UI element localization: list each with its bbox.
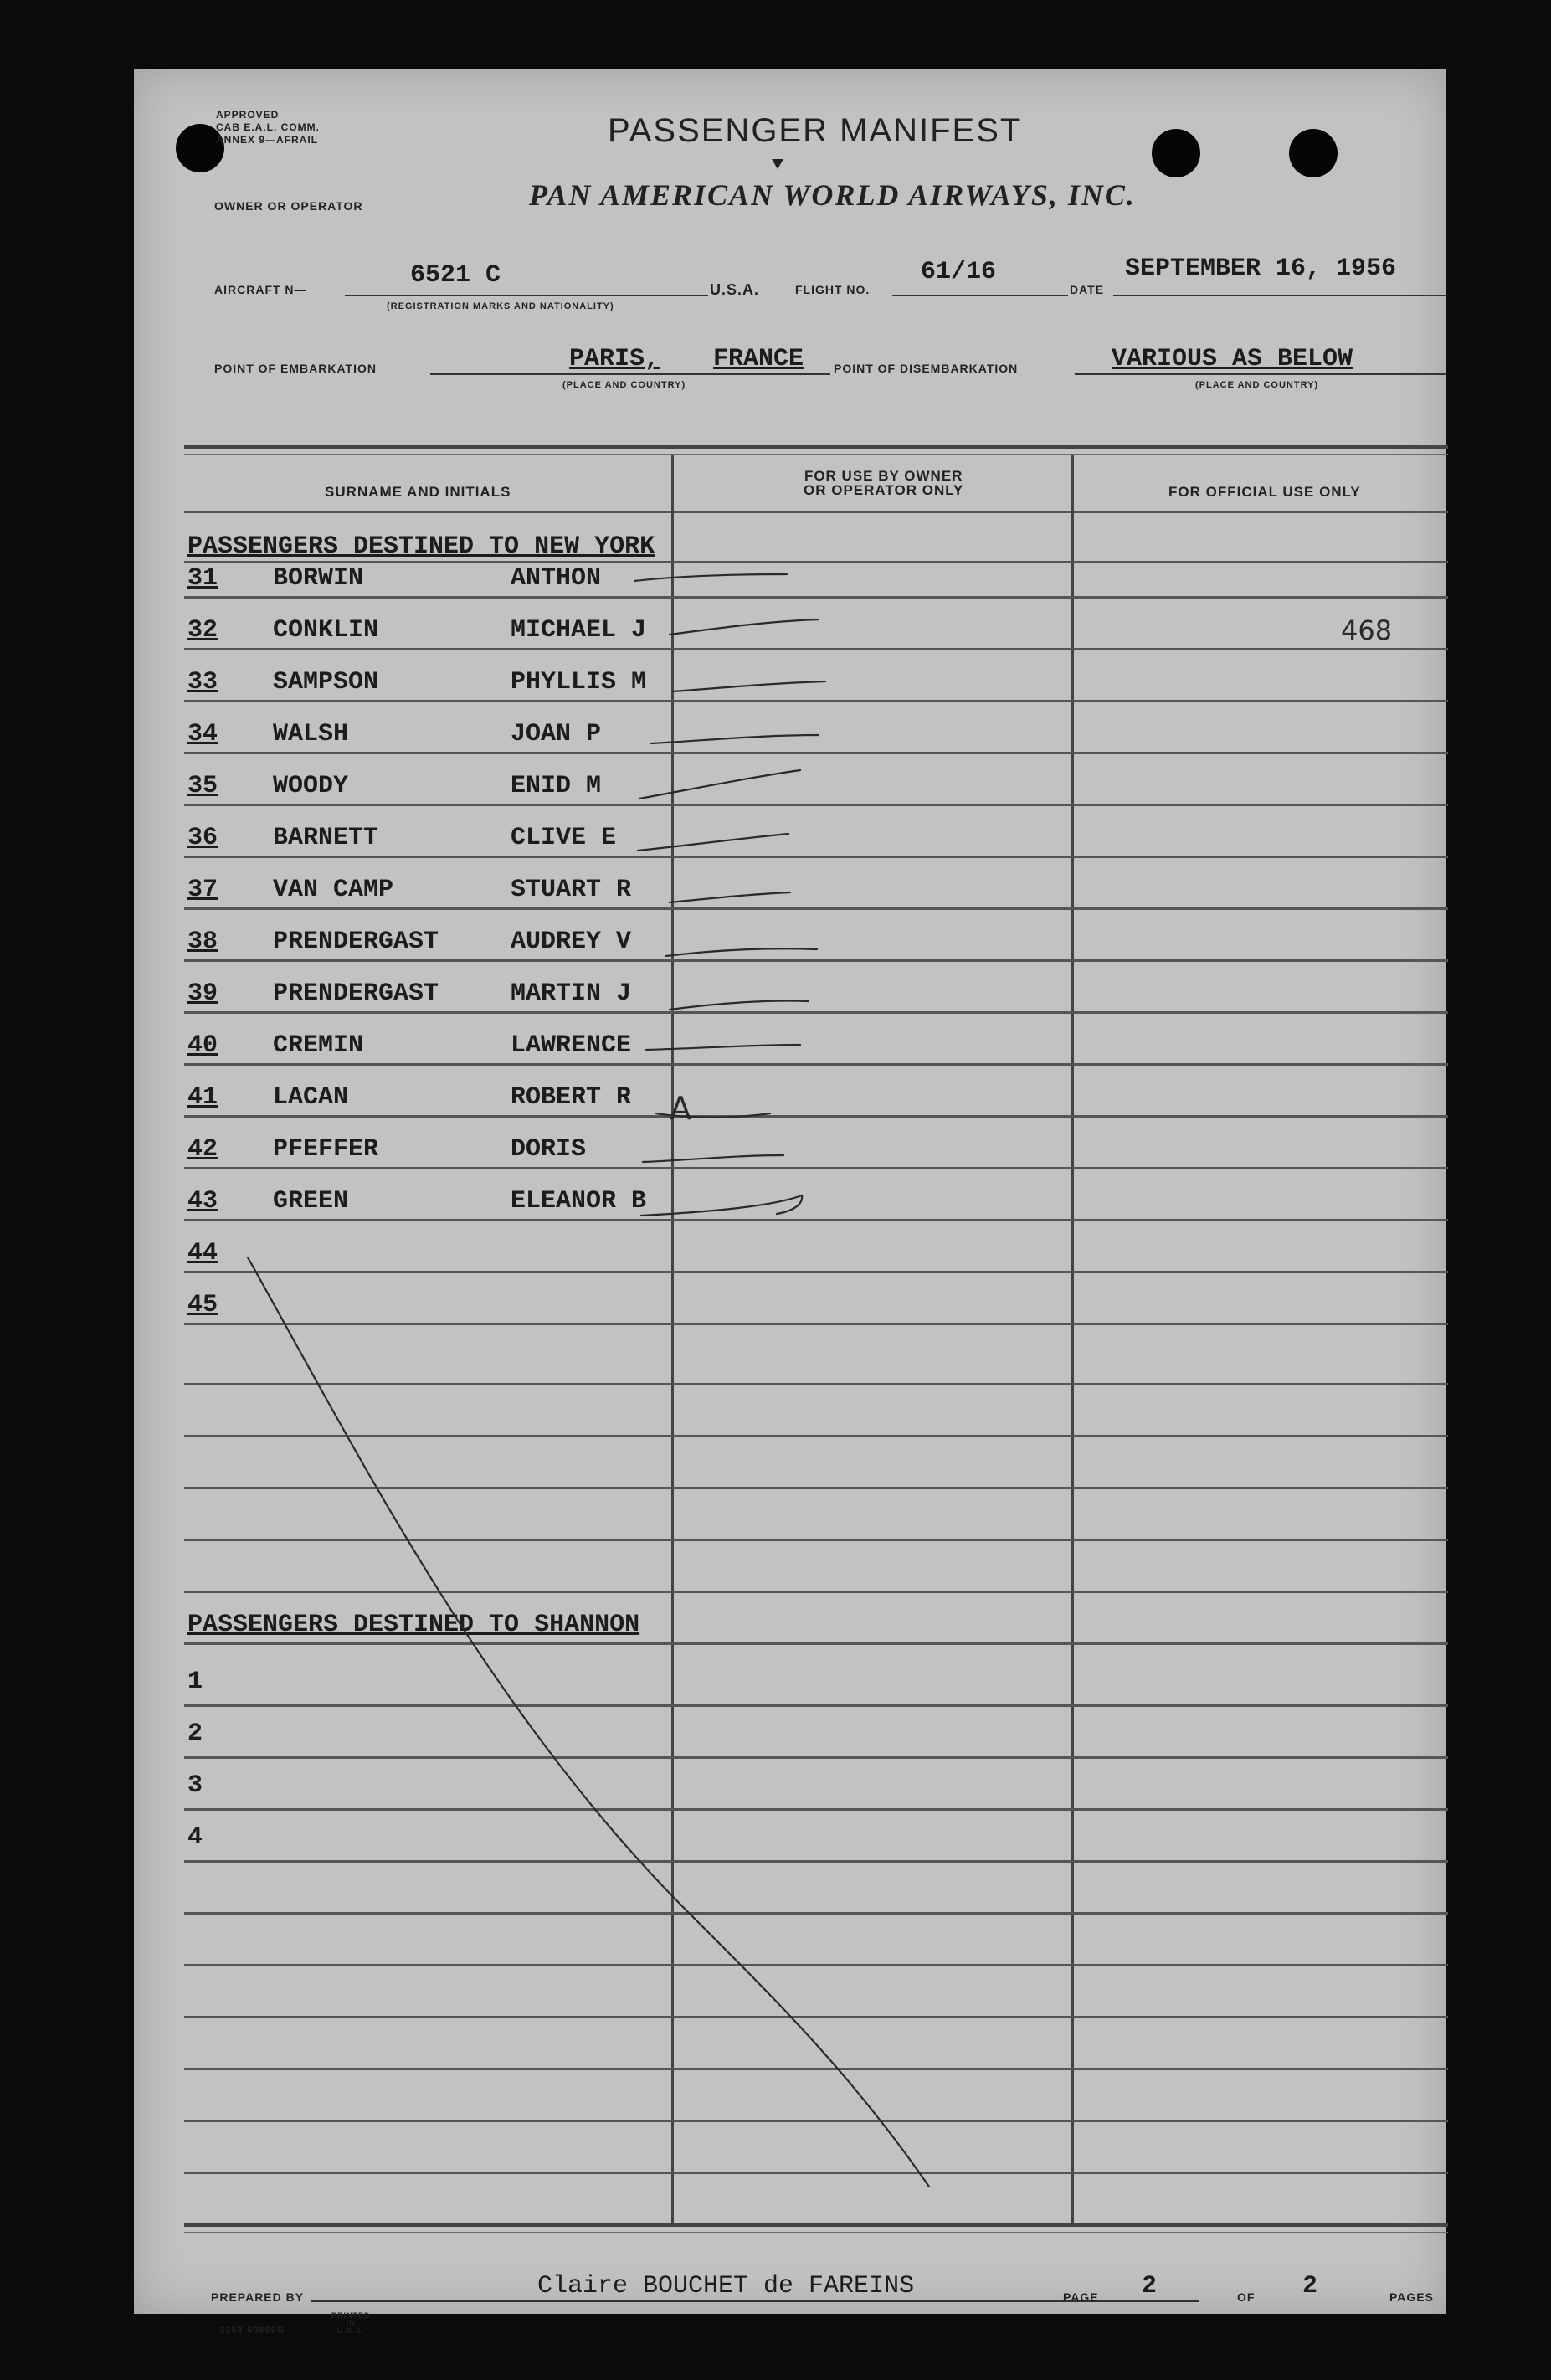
usa-label: U.S.A. (710, 281, 760, 298)
column-header-surname: SURNAME AND INITIALS (325, 484, 511, 500)
row-number: 32 (187, 616, 218, 645)
date-label: DATE (1070, 283, 1105, 296)
row-number: 35 (187, 772, 218, 800)
row-given-name: ANTHON (511, 564, 602, 593)
embark-label: POINT OF EMBARKATION (214, 362, 377, 375)
row-surname: GREEN (273, 1187, 349, 1216)
row-surname: VAN CAMP (273, 876, 394, 904)
row-surname: WALSH (273, 720, 349, 748)
aircraft-value: 6521 C (410, 261, 501, 290)
registration-caption: (REGISTRATION MARKS AND NATIONALITY) (387, 301, 614, 311)
approved-stamp: APPROVED CAB E.A.L. COMM. ANNEX 9—AFRAIL (216, 109, 320, 146)
column-header-official-use: FOR OFFICIAL USE ONLY (1168, 484, 1361, 500)
pen-marks (134, 69, 1446, 2314)
tick-mark (643, 1155, 783, 1162)
tick-mark (666, 948, 817, 956)
column-header-owner-use: FOR USE BY OWNER OR OPERATOR ONLY (804, 468, 964, 498)
prepared-label: PREPARED BY (211, 2290, 305, 2304)
owner-label: OWNER OR OPERATOR (214, 199, 363, 213)
row-number: 33 (187, 668, 218, 697)
pages-label: PAGES (1389, 2290, 1434, 2304)
row-number: 41 (187, 1083, 218, 1112)
embark-caption: (PLACE AND COUNTRY) (562, 380, 686, 390)
row-number: 38 (187, 928, 218, 956)
page-title: PASSENGER MANIFEST (608, 112, 1023, 149)
row-given-name: DORIS (511, 1135, 587, 1164)
row-given-name: PHYLLIS M (511, 668, 647, 697)
row-given-name: ELEANOR B (511, 1187, 647, 1216)
row-surname: BORWIN (273, 564, 364, 593)
row-number: 34 (187, 720, 218, 748)
tick-mark (634, 574, 787, 581)
prepared-value: Claire BOUCHET de FAREINS (537, 2272, 915, 2300)
official-note: 468 (1341, 614, 1393, 646)
flight-label: FLIGHT NO. (795, 283, 871, 296)
tick-mark (670, 892, 790, 902)
row-given-name: STUART R (511, 876, 632, 904)
row-number: 39 (187, 979, 218, 1008)
shannon-row-number: 2 (187, 1719, 203, 1748)
row-surname: LACAN (273, 1083, 349, 1112)
embark-country: FRANCE (713, 345, 804, 373)
manifest-sheet (134, 69, 1446, 2336)
shannon-row-number: 1 (187, 1668, 203, 1696)
row-given-name: MARTIN J (511, 979, 632, 1008)
row-number: 42 (187, 1135, 218, 1164)
row-given-name: ENID M (511, 772, 602, 800)
tick-mark (638, 834, 788, 851)
section-heading-shannon: PASSENGERS DESTINED TO SHANNON (187, 1611, 640, 1639)
section-heading-new-york: PASSENGERS DESTINED TO NEW YORK (187, 532, 655, 561)
tick-mark (651, 735, 819, 743)
row-number: 36 (187, 824, 218, 852)
shannon-row-number: 4 (187, 1823, 203, 1852)
row-number: 40 (187, 1031, 218, 1060)
embark-city: PARIS, (569, 345, 660, 373)
page-label: PAGE (1063, 2290, 1099, 2304)
disembark-caption: (PLACE AND COUNTRY) (1195, 380, 1319, 390)
page-value: 2 (1142, 2272, 1158, 2300)
row-surname: BARNETT (273, 824, 379, 852)
row-given-name: JOAN P (511, 720, 602, 748)
row-given-name: LAWRENCE (511, 1031, 632, 1060)
tick-mark (641, 1195, 802, 1216)
row-given-name: MICHAEL J (511, 616, 647, 645)
row-surname: WOODY (273, 772, 349, 800)
tick-mark (673, 681, 825, 691)
row-number: 37 (187, 876, 218, 904)
of-value: 2 (1302, 2272, 1318, 2300)
lacan-mark: A (670, 1090, 691, 1127)
date-value: SEPTEMBER 16, 1956 (1125, 254, 1397, 283)
flight-value: 61/16 (921, 258, 997, 286)
tick-mark (646, 1045, 800, 1050)
tick-mark (656, 1113, 770, 1118)
row-number: 31 (187, 564, 218, 593)
form-code: 3753-60889G (219, 2326, 285, 2336)
cancel-stroke (248, 1257, 929, 2187)
tick-mark (639, 770, 800, 799)
row-surname: CONKLIN (273, 616, 379, 645)
row-surname: SAMPSON (273, 668, 379, 697)
of-label: OF (1237, 2290, 1256, 2304)
owner-value: PAN AMERICAN WORLD AIRWAYS, INC. (529, 178, 1136, 212)
row-given-name: AUDREY V (511, 928, 632, 956)
shannon-row-number: 3 (187, 1771, 203, 1800)
row-surname: PRENDERGAST (273, 928, 439, 956)
row-surname: CREMIN (273, 1031, 364, 1060)
aircraft-label: AIRCRAFT N— (214, 283, 307, 296)
row-number: 44 (187, 1239, 218, 1267)
tick-mark (670, 619, 819, 635)
row-number: 43 (187, 1187, 218, 1216)
row-number: 45 (187, 1291, 218, 1319)
disembark-value: VARIOUS AS BELOW (1112, 345, 1353, 373)
disembark-label: POINT OF DISEMBARKATION (834, 362, 1019, 375)
row-surname: PRENDERGAST (273, 979, 439, 1008)
printed-mark: PRINTED IN U.S.A. (331, 2311, 371, 2335)
row-given-name: CLIVE E (511, 824, 617, 852)
row-given-name: ROBERT R (511, 1083, 632, 1112)
row-surname: PFEFFER (273, 1135, 379, 1164)
tick-mark (670, 1000, 809, 1010)
